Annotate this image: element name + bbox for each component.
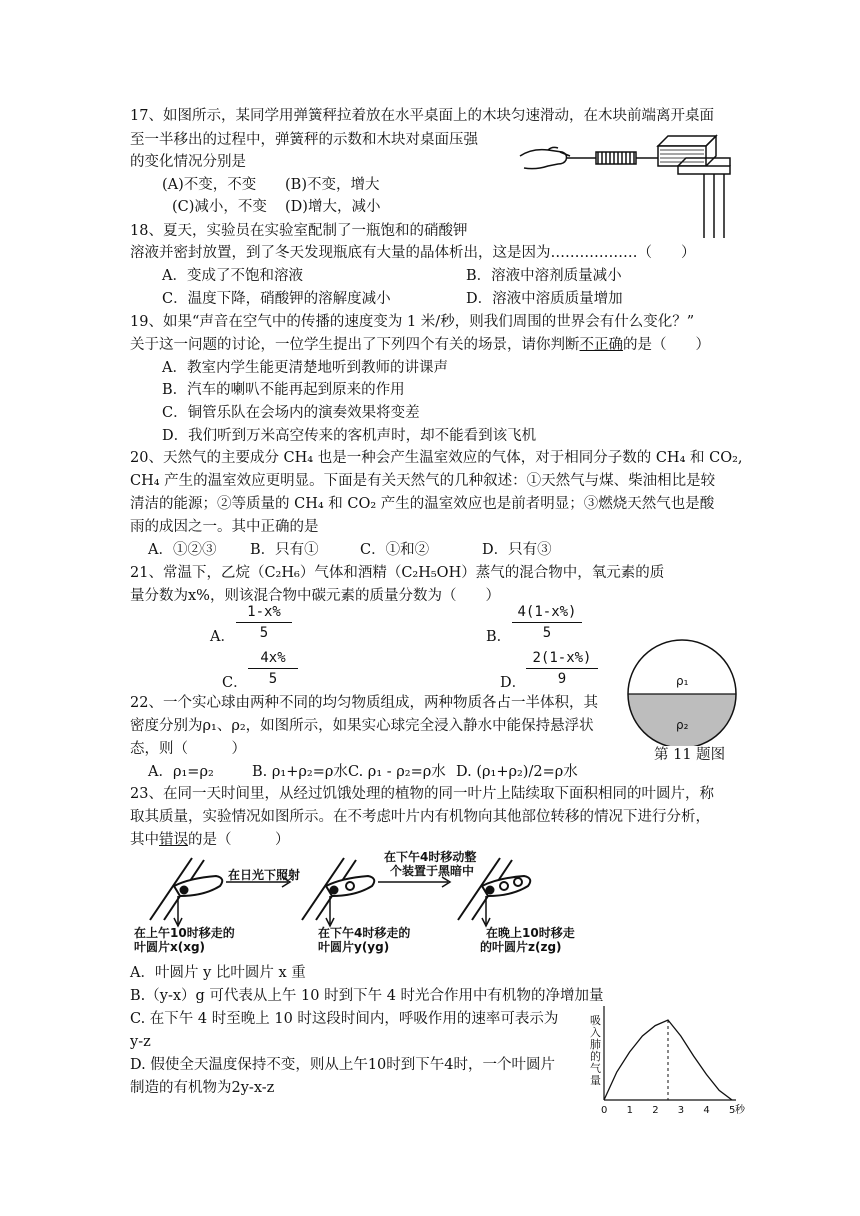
q21-option-b-fraction <box>512 604 582 641</box>
q21-option-d-denominator: 9 <box>557 671 567 687</box>
q18-option-d: D．溶液中溶质质量增加 <box>466 291 623 307</box>
q20-line1: 20、天然气的主要成分 CH₄ 也是一种会产生温室效应的气体，对于相同分子数的 CH₄ 和 CO₂, <box>130 450 743 466</box>
q21-option-b-label: B． <box>486 629 512 645</box>
lung-x-tick-label: 0 <box>601 1105 608 1116</box>
q21-option-d-label: D． <box>500 675 527 691</box>
lung-x-tick-label: 1 <box>626 1105 633 1116</box>
q20-option-c: C．①和② <box>360 542 430 558</box>
sphere-rho2-label: ρ₂ <box>676 718 689 732</box>
leaf-fig-x-label-1: 在上午10时移走的 <box>134 926 235 940</box>
q17-option-a: (A)不变，不变 <box>162 177 257 193</box>
q21-option-b-numerator: 4(1-x%) <box>517 604 577 620</box>
q19-line2: 关于这一问题的讨论，一位学生提出了下列四个有关的场景，请你判断不正确的是（ ） <box>130 337 710 353</box>
q19-option-a: A．教室内学生能更清楚地听到教师的讲课声 <box>162 360 448 376</box>
q19-option-c: C．铜管乐队在会场内的演奏效果将变差 <box>162 405 420 421</box>
q23-option-c-line1: C. 在下午 4 时至晚上 10 时这段时间内，呼吸作用的速率可表示为 <box>130 1011 559 1027</box>
q22-option-c: C. ρ₁ - ρ₂=ρ水 <box>348 764 446 780</box>
q21-option-c-numerator: 4x% <box>260 650 286 666</box>
lung-x-tick-label: 3 <box>677 1105 685 1116</box>
leaf-fig-sunlight-label: 在日光下照射 <box>228 868 301 882</box>
q23-option-c-line2: y-z <box>130 1034 151 1050</box>
leaf-fig-z-label-1: 在晚上10时移走 <box>486 926 575 940</box>
q19-line1: 19、如果“声音在空气中的传播的速度变为 1 米/秒，则我们周围的世界会有什么变化？” <box>130 314 695 330</box>
q21-option-c-fraction <box>248 650 298 687</box>
q20-option-a: A．①②③ <box>148 542 217 558</box>
q19-option-b: B．汽车的喇叭不能再起到原来的作用 <box>162 382 405 398</box>
q22-option-d: D. (ρ₁+ρ₂)/2=ρ水 <box>456 764 578 780</box>
lung-y-axis-label: 吸入肺的气量 <box>590 1014 601 1087</box>
q23-line3: 其中错误的是（ ） <box>130 832 290 848</box>
lung-x-tick-label: 5 <box>729 1105 736 1116</box>
sphere-rho1-label: ρ₁ <box>676 674 689 688</box>
leaf-fig-dark-label-2: 个装置于黑暗中 <box>390 864 475 878</box>
q23-option-b: B.（y-x）g 可代表从上午 10 时到下午 4 时光合作用中有机物的净增加量 <box>130 988 604 1004</box>
leaf-fig-dark-label-1: 在下午4时移动整 <box>384 850 477 864</box>
lung-volume-chart <box>590 1000 750 1118</box>
leaf-fig-x-label-2: 叶圆片x(xg) <box>134 940 206 954</box>
q20-line4: 雨的成因之一。其中正确的是 <box>130 519 319 535</box>
q23-option-d-line2: 制造的有机物为2y-x-z <box>130 1080 275 1096</box>
lung-x-tick-label: 4 <box>703 1105 710 1116</box>
lung-x-tick-label: 2 <box>652 1105 659 1116</box>
q21-option-a-numerator: 1-x% <box>247 604 281 620</box>
q18-line2: 溶液并密封放置，到了冬天发现瓶底有大量的晶体析出，这是因为………………（ ） <box>130 245 696 261</box>
q21-option-c-label: C． <box>222 675 248 691</box>
q20-option-b: B．只有① <box>250 542 319 558</box>
q22-line2: 密度分别为ρ₁、ρ₂，如图所示，如果实心球完全浸入静水中能保持悬浮状 <box>130 718 594 734</box>
q17-line2: 至一半移出的过程中，弹簧秤的示数和木块对桌面压强 <box>130 132 478 148</box>
q17-line1: 17、如图所示，某同学用弹簧秤拉着放在水平桌面上的木块匀速滑动，在木块前端离开桌面 <box>130 108 714 124</box>
q21-option-a-label: A． <box>210 629 235 645</box>
q19-option-d: D．我们听到万米高空传来的客机声时，却不能看到该飞机 <box>162 428 537 444</box>
q20-line2: CH₄ 产生的温室效应更明显。下面是有关天然气的几种叙述：①天然气与煤、柴油相比是较 <box>130 473 716 489</box>
leaf-fig-y-label-1: 在下午4时移走的 <box>318 926 411 940</box>
q21-option-d-numerator: 2(1-x%) <box>532 650 592 666</box>
q21-option-c-denominator: 5 <box>268 671 278 687</box>
q21-line1: 21、常温下，乙烷（C₂H₆）气体和酒精（C₂H₅OH）蒸气的混合物中，氧元素的质 <box>130 565 665 581</box>
q23-line1: 23、在同一天时间里，从经过饥饿处理的植物的同一叶片上陆续取下面积相同的叶圆片，称 <box>130 786 714 802</box>
q18-line1: 18、夏天，实验员在实验室配制了一瓶饱和的硝酸钾 <box>130 223 468 239</box>
q18-option-b: B．溶液中溶剂质量减小 <box>466 268 622 284</box>
q22-option-b: B. ρ₁+ρ₂=ρ水 <box>252 764 348 780</box>
q22-line1: 22、一个实心球由两种不同的均匀物质组成，两种物质各占一半体积，其 <box>130 695 598 711</box>
q20-option-d: D．只有③ <box>482 542 552 558</box>
q21-option-a-fraction <box>236 604 292 641</box>
leaf-fig-z-label-2: 的叶圆片z(zg) <box>480 940 562 954</box>
q20-line3: 清洁的能源；②等质量的 CH₄ 和 CO₂ 产生的温室效应也是前者明显；③燃烧天然气也是酸 <box>130 496 715 512</box>
q23-line2: 取其质量，实验情况如图所示。在不考虑叶片内有机物向其他部位转移的情况下进行分析， <box>130 809 710 825</box>
q21-option-b-denominator: 5 <box>542 625 552 641</box>
lung-x-axis-unit: 秒 <box>735 1105 745 1116</box>
sphere-caption: 第 11 题图 <box>654 747 726 763</box>
q22-option-a: A．ρ₁=ρ₂ <box>148 764 214 780</box>
spring-scale-figure <box>518 132 733 240</box>
q23-option-a: A．叶圆片 y 比叶圆片 x 重 <box>130 965 306 981</box>
q17-option-c: (C)减小，不变 <box>172 199 267 215</box>
q17-option-b: (B)不变，增大 <box>285 177 380 193</box>
q21-line2: 量分数为x%，则该混合物中碳元素的质量分数为（ ） <box>130 588 500 604</box>
q21-option-d-fraction <box>526 650 598 687</box>
q22-line3: 态，则（ ） <box>130 741 246 757</box>
q23-option-d-line1: D. 假使全天温度保持不变，则从上午10时到下午4时，一个叶圆片 <box>130 1057 556 1073</box>
q17-option-d: (D)增大，减小 <box>285 199 381 215</box>
leaf-fig-y-label-2: 叶圆片y(yg) <box>318 940 390 954</box>
q21-option-a-denominator: 5 <box>259 625 269 641</box>
q18-option-c: C．温度下降，硝酸钾的溶解度减小 <box>162 291 391 307</box>
q18-option-a: A．变成了不饱和溶液 <box>162 268 303 284</box>
q17-line3: 的变化情况分别是 <box>130 154 246 170</box>
